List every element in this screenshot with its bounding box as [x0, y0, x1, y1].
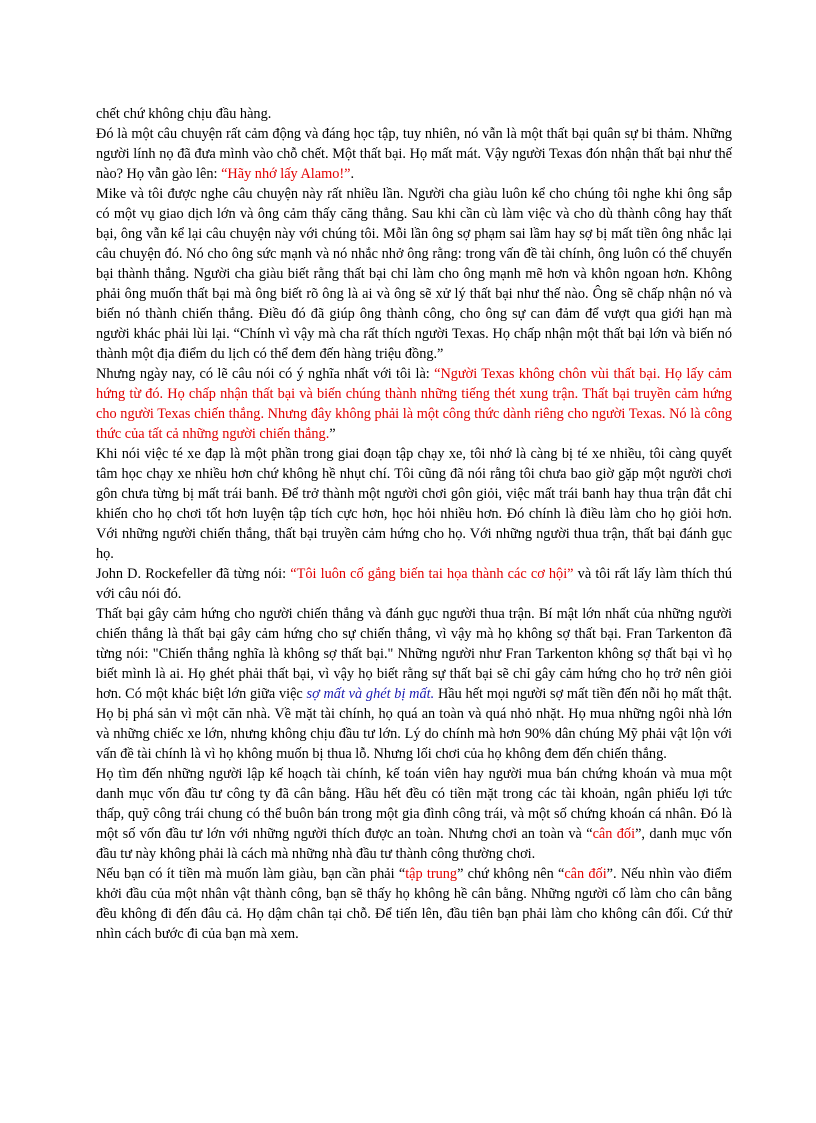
text-run: ” chứ không nên “ [457, 866, 565, 882]
text-run: Hầu hết mọi người sợ mất tiền đến nỗi họ mất thật. Họ bị phá sản vì một căn nhà. Về mặt tài chính, họ quá an toàn và quá nhỏ nhặt. Họ mua những ngôi nhà lớn và những chiếc xe lớn, nhưng không chịu đầu tư lớn. Lý do chính mà hơn 90% dân chúng Mỹ phải vật lộn với vấn đề tài chính là vì họ không muốn bị thua lỗ. Nhưng lối chơi của họ không đem đến chiến thắng. [96, 686, 732, 762]
paragraph [96, 864, 732, 944]
text-run: và tôi rất lấy làm thích thú với câu nói đó. [96, 566, 733, 602]
highlighted-quote: “Hãy nhớ lấy Alamo!” [221, 166, 351, 182]
paragraph [96, 364, 732, 444]
highlighted-quote: cân đối [564, 866, 607, 882]
text-run: Khi nói việc té xe đạp là một phần trong giai đoạn tập chạy xe, tôi nhớ là càng bị té xe nhiều, tôi càng quyết tâm học chạy xe nhiều hơn chứ không hề nhụt chí. Tôi cũng đã nói rằng tôi chưa bao giờ gặp một người chơi gôn chưa từng bị mất trái banh. Để trở thành một người chơi gôn giỏi, việc mất trái banh hay thua trận đắt chỉ khiến cho họ chơi tốt hơn luyện tập tích cực hơn, học hỏi nhiều hơn. Đó chính là điều làm cho họ giỏi hơn. Với những người chiến thắng, thất bại truyền cảm hứng cho họ. Với những người thua trận, thất bại đánh gục họ. [96, 446, 732, 562]
document-page [96, 104, 732, 944]
highlighted-quote: tập trung [405, 866, 458, 882]
text-run: chết chứ không chịu đầu hàng. [96, 106, 272, 122]
text-run: ”, danh mục vốn đầu tư này không phải là cách mà những nhà đầu tư thành công thường chơi. [96, 826, 732, 862]
text-run: Họ tìm đến những người lập kế hoạch tài chính, kế toán viên hay người mua bán chứng khoán và mua một danh mục vốn đầu tư công ty đã cân bằng. Hầu hết đều có tiền mặt trong các tài khoản, ngân phiếu lợi tức thấp, quỹ công trái chung có thể buôn bán trong một gia đình công trái, và một số chứng khoán cá nhân. Đó là một số vốn đầu tư lớn với những người thích được an toàn. Nhưng chơi an toàn và “ [96, 766, 732, 842]
paragraph [96, 604, 732, 764]
highlighted-quote: “Tôi luôn cố gắng biến tai họa thành các cơ hội” [290, 566, 574, 582]
text-run: ” [329, 426, 336, 442]
paragraph [96, 564, 732, 604]
paragraph [96, 184, 732, 364]
text-run: Nếu bạn có ít tiền mà muốn làm giàu, bạn cần phải “ [96, 866, 406, 882]
paragraph [96, 124, 732, 184]
paragraph [96, 104, 732, 124]
text-run: John D. Rockefeller đã từng nói: [96, 566, 291, 582]
paragraph [96, 764, 732, 864]
text-run: . [350, 166, 355, 182]
text-run: Mike và tôi được nghe câu chuyện này rất nhiều lần. Người cha giàu luôn kể cho chúng tôi nghe khi ông sắp có một vụ giao dịch lớn và ông cảm thấy căng thẳng. Sau khi cần cù làm việc và cho dù thành công hay thất bại, ông vẫn kể lại câu chuyện này với chúng tôi. Mỗi lần ông sợ phạm sai lầm hay sợ bị mất tiền ông nhắc lại câu chuyện đó. Nó cho ông sức mạnh và nó nhắc nhở ông rằng: trong vấn đề tài chính, ông luôn có thể chuyển bại thành thắng. Người cha giàu biết rằng thất bại chỉ làm cho ông mạnh mẽ hơn và khôn ngoan hơn. Không phải ông muốn thất bại mà ông biết rõ ông là ai và ông sẽ xử lý thất bại như thế nào. Ông sẽ chấp nhận nó và biến nó thành chiến thắng. Điều đó đã giúp ông thành công, cho ông sự can đảm để vượt qua giới hạn mà người khác phải lùi lại. “Chính vì vậy mà cha rất thích người Texas. Họ chấp nhận một thất bại lớn và biến nó thành một địa điểm du lịch có thể đem đến hàng triệu đồng.” [96, 186, 732, 362]
paragraph [96, 444, 732, 564]
text-run: Thất bại gây cảm hứng cho người chiến thắng và đánh gục người thua trận. Bí mật lớn nhất của những người chiến thắng là thất bại gây cảm hứng cho sự chiến thắng, vì vậy mà họ không sợ thất bại. Fran Tarkenton đã từng nói: "Chiến thắng nghĩa là không sợ thất bại." Những người như Fran Tarkenton không sợ thất bại vì họ biết mình là ai. Họ ghét phải thất bại, vì vậy họ biết rằng sự thất bại sẽ chỉ gây cảm hứng cho họ trở nên giỏi hơn. Có một khác biệt lớn giữa việc [96, 606, 732, 702]
text-run: Nhưng ngày nay, có lẽ câu nói có ý nghĩa nhất với tôi là: [96, 366, 435, 382]
text-run: Đó là một câu chuyện rất cảm động và đáng học tập, tuy nhiên, nó vẫn là một thất bại quân sự bi thảm. Những người lính nọ đã đưa mình vào chỗ chết. Một thất bại. Họ mất mát. Vậy người Texas đón nhận thất bại như thế nào? Họ vẫn gào lên: [96, 126, 732, 182]
emphasis-text: sợ mất và ghét bị mất. [306, 686, 435, 702]
highlighted-quote: cân đối [592, 826, 636, 842]
text-run: ”. Nếu nhìn vào điểm khởi đầu của một nhân vật thành công, bạn sẽ thấy họ không hề cân bằng. Những người cố làm cho cân bằng đều không đi đến đâu cả. Họ dậm chân tại chỗ. Để tiến lên, đầu tiên bạn phải làm cho không cân đối. Cứ thử nhìn cách bước đi của bạn mà xem. [96, 866, 732, 942]
highlighted-quote: “Người Texas không chôn vùi thất bại. Họ lấy cảm hứng từ đó. Họ chấp nhận thất bại và biến chúng thành những tiếng thét xung trận. Thất bại truyền cảm hứng cho người Texas chiến thắng. Nhưng đây không phải là một công thức dành riêng cho người Texas. Nó là công thức của tất cả những người chiến thắng. [96, 366, 732, 442]
